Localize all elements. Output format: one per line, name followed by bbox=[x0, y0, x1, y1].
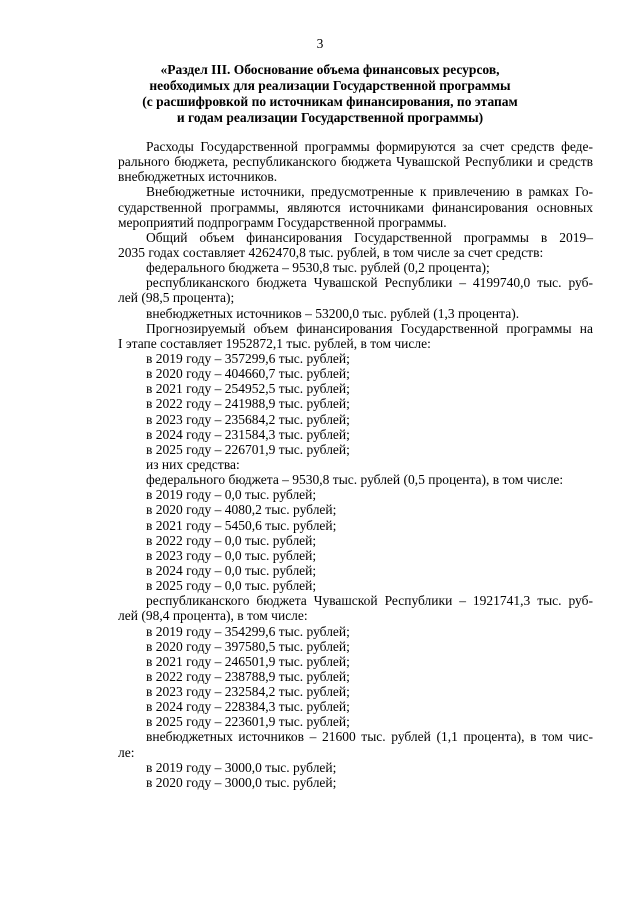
text-line: в 2022 году – 0,0 тыс. рублей; bbox=[146, 532, 317, 548]
text-line: в 2020 году – 397580,5 тыс. рублей; bbox=[146, 638, 350, 654]
text-line: в 2025 году – 226701,9 тыс. рублей; bbox=[146, 441, 350, 457]
text-line: лей (98,4 процента), в том числе: bbox=[118, 608, 308, 624]
text-line: в 2025 году – 0,0 тыс. рублей; bbox=[146, 578, 317, 594]
text-line: в 2019 году – 3000,0 тыс. рублей; bbox=[146, 759, 337, 775]
text-line: в 2023 году – 0,0 тыс. рублей; bbox=[146, 547, 317, 563]
text-line: Прогнозируемый объем финансирования Государственной программы на bbox=[146, 320, 593, 336]
text-line: Общий объем финансирования Государственной программы в 2019– bbox=[146, 229, 593, 245]
text-line: лей (98,5 процента); bbox=[118, 290, 235, 306]
body-text bbox=[118, 139, 593, 790]
text-line: мероприятий подпрограмм Государственной программы. bbox=[118, 214, 447, 230]
heading-line: и годам реализации Государственной программы) bbox=[176, 110, 484, 125]
text-line: из них средства: bbox=[146, 456, 240, 472]
text-line: в 2020 году – 404660,7 тыс. рублей; bbox=[146, 366, 350, 382]
text-line: в 2021 году – 5450,6 тыс. рублей; bbox=[146, 517, 337, 533]
heading-line: «Раздел III. Обоснование объема финансовых ресурсов, bbox=[160, 62, 500, 77]
text-line: внебюджетных источников. bbox=[118, 169, 278, 185]
text-line: в 2022 году – 241988,9 тыс. рублей; bbox=[146, 396, 350, 412]
text-line: I этапе составляет 1952872,1 тыс. рублей, в том числе: bbox=[118, 335, 431, 351]
text-line: в 2021 году – 254952,5 тыс. рублей; bbox=[146, 381, 350, 397]
text-line: в 2019 году – 0,0 тыс. рублей; bbox=[146, 487, 317, 503]
text-line: Внебюджетные источники, предусмотренные к привлечению в рамках Го- bbox=[146, 184, 593, 200]
text-line: в 2021 году – 246501,9 тыс. рублей; bbox=[146, 653, 350, 669]
text-line: федерального бюджета – 9530,8 тыс. рублей (0,2 процента); bbox=[146, 260, 490, 276]
text-line: внебюджетных источников – 21600 тыс. рублей (1,1 процента), в том чис- bbox=[146, 729, 593, 745]
text-line: рального бюджета, республиканского бюджета Чувашской Республики и средств bbox=[118, 154, 593, 170]
text-line: в 2024 году – 231584,3 тыс. рублей; bbox=[146, 426, 350, 442]
text-line: в 2022 году – 238788,9 тыс. рублей; bbox=[146, 668, 350, 684]
text-line: 2035 годах составляет 4262470,8 тыс. рублей, в том числе за счет средств: bbox=[118, 244, 544, 260]
text-line: в 2023 году – 235684,2 тыс. рублей; bbox=[146, 411, 350, 427]
text-line: в 2024 году – 0,0 тыс. рублей; bbox=[146, 562, 317, 578]
text-line: внебюджетных источников – 53200,0 тыс. рублей (1,3 процента). bbox=[146, 305, 520, 321]
text-line: в 2025 году – 223601,9 тыс. рублей; bbox=[146, 714, 350, 730]
text-line: республиканского бюджета Чувашской Республики – 4199740,0 тыс. руб- bbox=[146, 275, 593, 291]
text-line: в 2019 году – 357299,6 тыс. рублей; bbox=[146, 350, 350, 366]
heading-line: (с расшифровкой по источникам финансирования, по этапам bbox=[142, 94, 518, 109]
text-line: Расходы Государственной программы формируются за счет средств феде- bbox=[146, 139, 593, 154]
text-line: в 2020 году – 4080,2 тыс. рублей; bbox=[146, 502, 337, 518]
page-number: 3 bbox=[316, 36, 324, 51]
text-line: в 2020 году – 3000,0 тыс. рублей; bbox=[146, 774, 337, 790]
text-line: сударственной программы, являются источниками финансирования основных bbox=[118, 199, 593, 215]
text-line: ле: bbox=[118, 744, 135, 760]
heading-line: необходимых для реализации Государственной программы bbox=[149, 78, 511, 93]
text-line: в 2023 году – 232584,2 тыс. рублей; bbox=[146, 684, 350, 700]
text-line: в 2019 году – 354299,6 тыс. рублей; bbox=[146, 623, 350, 639]
text-line: республиканского бюджета Чувашской Республики – 1921741,3 тыс. руб- bbox=[146, 593, 593, 609]
text-line: федерального бюджета – 9530,8 тыс. рублей (0,5 процента), в том числе: bbox=[146, 472, 564, 488]
text-line: в 2024 году – 228384,3 тыс. рублей; bbox=[146, 699, 350, 715]
section-heading bbox=[120, 62, 540, 126]
